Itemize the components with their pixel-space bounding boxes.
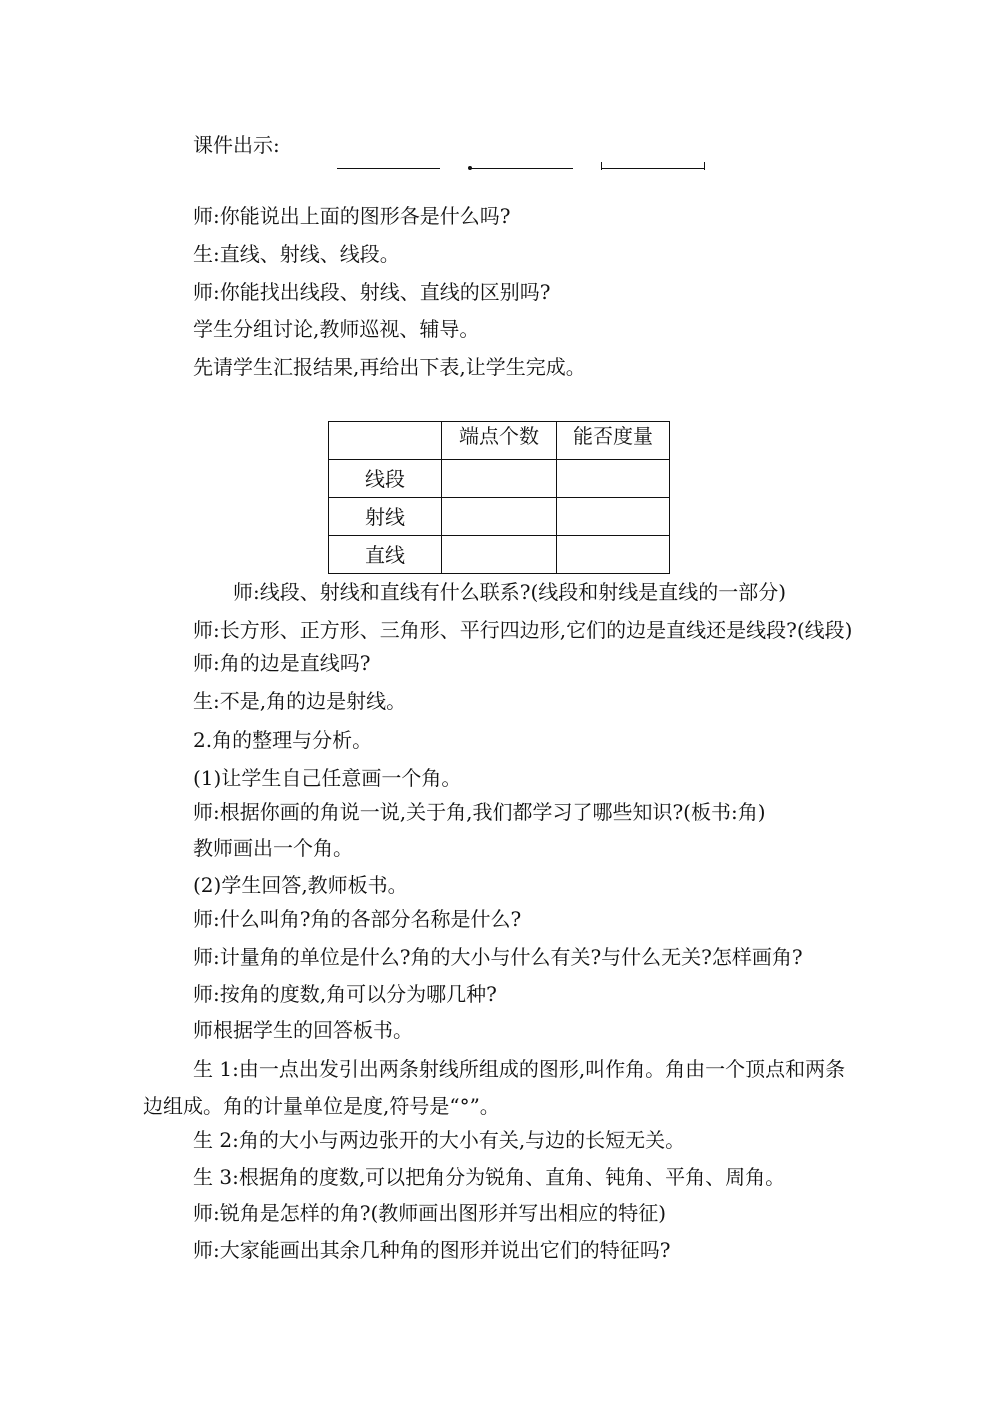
ray-endpoint-dot [468, 166, 472, 170]
table-header-cell [329, 422, 442, 460]
paragraph-line: (1)让学生自己任意画一个角。 [193, 766, 462, 790]
segment-right-endpoint [704, 162, 705, 170]
measurable-cell [557, 498, 670, 536]
straight-line-figure [337, 168, 440, 169]
table-row [329, 536, 670, 574]
row-label: 射线 [329, 498, 442, 536]
paragraph-line: (2)学生回答,教师板书。 [193, 873, 408, 897]
measurable-cell [557, 460, 670, 498]
paragraph-line: 生:直线、射线、线段。 [193, 242, 400, 266]
paragraph-line: 师:线段、射线和直线有什么联系?(线段和射线是直线的一部分) [233, 580, 787, 604]
paragraph-line: 师根据学生的回答板书。 [193, 1018, 413, 1042]
row-label: 直线 [329, 536, 442, 574]
paragraph-line: 师:角的边是直线吗? [193, 651, 371, 675]
paragraph-line: 边组成。角的计量单位是度,符号是“°”。 [143, 1094, 500, 1118]
table-header-cell: 端点个数 [442, 422, 557, 460]
paragraph-line: 师:什么叫角?角的各部分名称是什么? [193, 907, 522, 931]
table-row [329, 498, 670, 536]
paragraph-line: 生 2:角的大小与两边张开的大小有关,与边的长短无关。 [193, 1128, 686, 1152]
segment-figure [602, 168, 705, 169]
table-row [329, 460, 670, 498]
intro-text: 课件出示: [193, 133, 280, 157]
paragraph-line: 师:锐角是怎样的角?(教师画出图形并写出相应的特征) [193, 1201, 667, 1225]
paragraph-line: 师:你能说出上面的图形各是什么吗? [193, 204, 511, 228]
paragraph-line: 师:根据你画的角说一说,关于角,我们都学习了哪些知识?(板书:角) [193, 800, 766, 824]
segment-left-endpoint [601, 162, 602, 170]
paragraph-line: 师:按角的度数,角可以分为哪几种? [193, 982, 497, 1006]
comparison-table [328, 421, 670, 574]
paragraph-line: 师:大家能画出其余几种角的图形并说出它们的特征吗? [193, 1238, 671, 1262]
paragraph-line: 师:计量角的单位是什么?角的大小与什么有关?与什么无关?怎样画角? [193, 945, 803, 969]
line-figures [335, 162, 715, 176]
endpoints-cell [442, 498, 557, 536]
paragraph-line: 先请学生汇报结果,再给出下表,让学生完成。 [193, 355, 586, 379]
row-label: 线段 [329, 460, 442, 498]
paragraph-line: 学生分组讨论,教师巡视、辅导。 [193, 317, 480, 341]
endpoints-cell [442, 460, 557, 498]
paragraph-line: 2.角的整理与分析。 [193, 728, 373, 752]
paragraph-line: 生:不是,角的边是射线。 [193, 689, 407, 713]
paragraph-line: 生 3:根据角的度数,可以把角分为锐角、直角、钝角、平角、周角。 [193, 1165, 786, 1189]
paragraph-line: 教师画出一个角。 [193, 836, 353, 860]
paragraph-line: 生 1:由一点出发引出两条射线所组成的图形,叫作角。角由一个顶点和两条 [193, 1057, 846, 1081]
ray-figure [470, 168, 573, 169]
table-header-cell: 能否度量 [557, 422, 670, 460]
paragraph-line: 师:你能找出线段、射线、直线的区别吗? [193, 280, 551, 304]
table-header-row [329, 422, 670, 460]
endpoints-cell [442, 536, 557, 574]
paragraph-line: 师:长方形、正方形、三角形、平行四边形,它们的边是直线还是线段?(线段) [193, 618, 853, 642]
measurable-cell [557, 536, 670, 574]
